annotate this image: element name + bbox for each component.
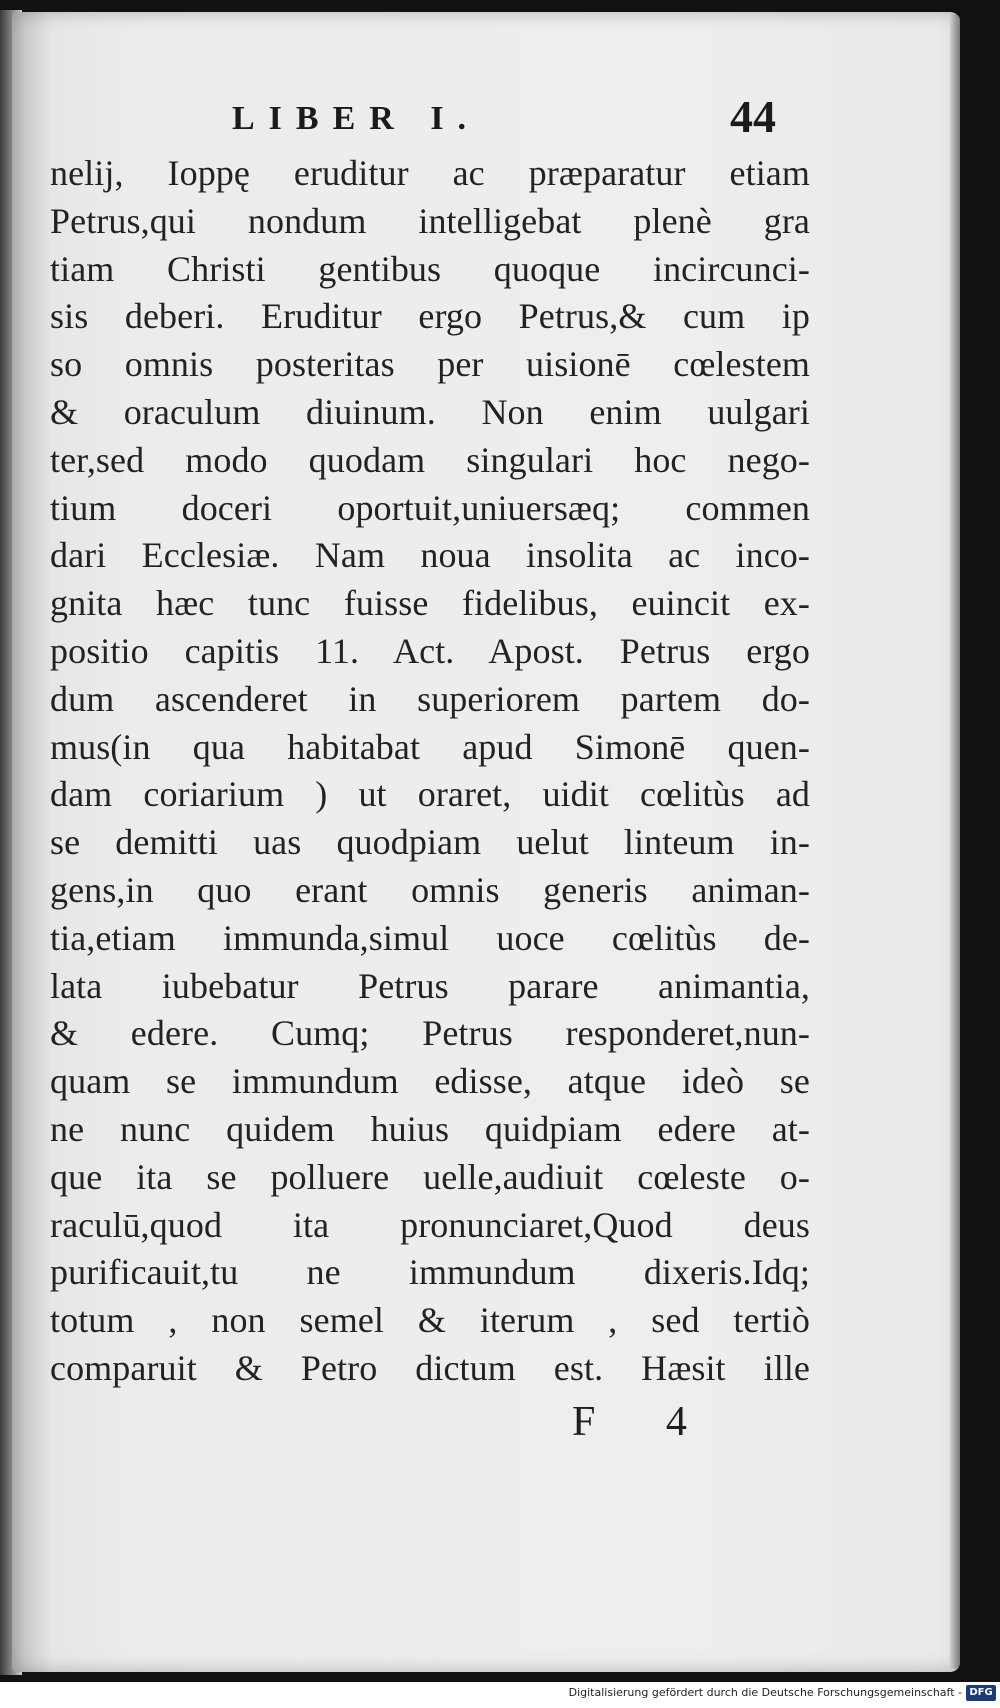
text-line: gnita hæc tunc fuisse fidelibus, euincit ex- [50,583,810,624]
text-line: sis deberi. Eruditur ergo Petrus,& cum ip [50,296,810,337]
text-line: dam coriarium ) ut oraret, uidit cœlitùs ad [50,774,810,815]
text-line: lata iubebatur Petrus parare animantia, [50,965,810,1006]
text-line: dari Ecclesiæ. Nam noua insolita ac inco- [50,535,810,576]
text-line: nelij, Ioppę eruditur ac præparatur etiam [50,153,810,193]
text-line: raculū,quod ita pronunciaret,Quod deus [50,1204,810,1245]
text-line: & oraculum diuinum. Non enim uulgari [50,391,810,432]
running-head: LIBER I. [232,100,481,137]
funding-credit: Digitalisierung gefördert durch die Deutsche Forschungsgemeinschaft - [568,1686,962,1699]
text-line: ter,sed modo quodam singulari hoc nego- [50,439,810,480]
text-line: purificauit,tu ne immundum dixeris.Idq; [50,1252,810,1293]
page-fore-edge [950,14,960,1669]
signature-mark: F 4 [572,1399,717,1445]
text-line: & edere. Cumq; Petrus responderet,nun- [50,1013,810,1054]
text-line: Petrus,qui nondum intelligebat plenè gra [50,200,810,241]
page-number: 44 [730,91,776,142]
text-line: que ita se polluere uelle,audiuit cœleste o- [50,1156,810,1197]
footer-bar [0,1683,1000,1708]
text-line: tiam Christi gentibus quoque incircunci- [50,248,810,289]
text-line: tium doceri oportuit,uniuersæq; commen [50,487,810,528]
text-line: quam se immundum edisse, atque ideò se [50,1061,810,1102]
text-line: se demitti uas quodpiam uelut linteum in- [50,822,810,863]
book-page [12,12,960,1672]
text-line: mus(in qua habitabat apud Simonē quen- [50,726,810,767]
text-line: positio capitis 11. Act. Apost. Petrus ergo [50,630,810,671]
dfg-logo: DFG [966,1685,996,1701]
text-line: tia,etiam immunda,simul uoce cœlitùs de- [50,917,810,958]
text-line: dum ascenderet in superiorem partem do- [50,678,810,719]
text-line: so omnis posteritas per uisionē cœlestem [50,344,810,385]
body-text [50,150,810,1393]
text-line: comparuit & Petro dictum est. Hæsit ille [50,1347,810,1388]
page-header [12,90,960,150]
text-line: totum , non semel & iterum , sed tertiò [50,1300,810,1341]
text-line: ne nunc quidem huius quidpiam edere at- [50,1108,810,1149]
text-line: gens,in quo erant omnis generis animan- [50,869,810,910]
